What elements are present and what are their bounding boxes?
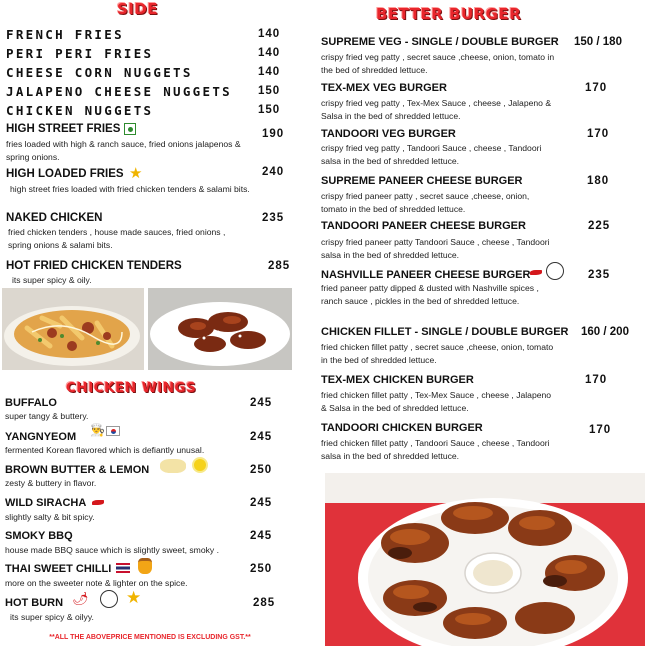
side-item-name: FRENCH FRIES (6, 27, 124, 42)
side-item-price: 235 (262, 212, 285, 224)
burger-desc: crispy fried veg patty , secret sauce ,cheese, onion, tomato in the bed of shredded lettuce. (321, 52, 555, 75)
chilli-icon (92, 500, 104, 505)
side-item-name: CHEESE CORN NUGGETS (6, 65, 193, 80)
burger-desc: fried chicken fillet patty , Tandoori Sauce , cheese , Tandoori salsa in the bed of shredded lettuce. (321, 438, 550, 461)
gst-note: **ALL THE ABOVEPRICE MENTIONED IS EXCLUDING GST.** (49, 634, 251, 641)
burger-desc: crispy fried paneer patty Tandoori Sauce , cheese , Tandoori salsa in the bed of shredded lettuce. (321, 237, 550, 260)
better-burger-heading: BETTER BURGER (376, 5, 522, 23)
side-item-price: 285 (268, 260, 291, 272)
wing-price: 250 (250, 563, 273, 575)
burger-desc: fried paneer patty dipped & dusted with Nashville spices , ranch sauce , pickles in the bed of shredded lettuce. (321, 283, 539, 306)
chef-face-icon (546, 262, 564, 280)
side-item-price: 240 (262, 166, 285, 178)
burger-name: CHICKEN FILLET - SINGLE / DOUBLE BURGER (321, 326, 569, 338)
wing-name: BUFFALO (5, 397, 57, 409)
burger-name: TEX-MEX CHICKEN BURGER (321, 374, 474, 386)
chilli-peppers-icon: 🌶 (72, 592, 89, 607)
wing-price: 245 (250, 497, 273, 509)
wing-desc: more on the sweeter note & lighter on the spice. (5, 578, 188, 588)
naked-chicken-image (148, 288, 292, 370)
side-item-desc: its super spicy & oily. (12, 275, 92, 285)
wing-desc: fermented Korean flavored which is defiantly unusal. (5, 445, 205, 455)
chilli-icon (530, 270, 542, 275)
burger-price: 170 (585, 82, 608, 94)
wing-price: 245 (250, 530, 273, 542)
wing-price: 285 (253, 597, 276, 609)
burger-name: SUPREME VEG - SINGLE / DOUBLE BURGER (321, 36, 559, 48)
side-item-name: HIGH LOADED FRIES (6, 168, 124, 180)
burger-desc: crispy fried veg patty , Tex-Mex Sauce , cheese , Jalapeno & Salsa in the bed of shredded lettuce. (321, 98, 552, 121)
butter-icon (160, 459, 186, 473)
burger-desc: fried chicken fillet patty , Tex-Mex Sauce , cheese , Jalapeno & Salsa in the bed of shredded lettuce. (321, 390, 552, 413)
wing-name: HOT BURN (5, 597, 64, 609)
veg-mark-icon (124, 123, 136, 135)
side-item-price: 140 (258, 47, 281, 59)
side-item-name: HIGH STREET FRIES (6, 123, 121, 135)
wing-name: YANGNYEOM (5, 431, 77, 443)
burger-price: 225 (588, 220, 611, 232)
burger-name: TEX-MEX VEG BURGER (321, 82, 447, 94)
wing-name: THAI SWEET CHILLI (5, 563, 112, 575)
side-item-name: JALAPENO CHEESE NUGGETS (6, 84, 232, 99)
chicken-wings-heading: CHICKEN WINGS (66, 380, 197, 396)
wing-desc: super tangy & buttery. (5, 411, 89, 421)
side-heading: SIDE (117, 0, 159, 18)
loaded-fries-image (2, 288, 144, 370)
wing-name: BROWN BUTTER & LEMON (5, 464, 150, 476)
side-item-desc: fries loaded with high & ranch sauce, fried onions jalapenos & spring onions. (6, 139, 241, 162)
burger-name: NASHVILLE PANEER CHEESE BURGER (321, 269, 531, 281)
side-item-price: 150 (258, 85, 281, 97)
wing-name: SMOKY BBQ (5, 530, 73, 542)
wing-desc: zesty & buttery in flavor. (5, 478, 97, 488)
burger-name: TANDOORI CHICKEN BURGER (321, 422, 483, 434)
burger-name: TANDOORI VEG BURGER (321, 128, 456, 140)
burger-price: 170 (587, 128, 610, 140)
burger-desc: crispy fried paneer patty , secret sauce ,cheese, onion, tomato in the bed of shredded lettuce. (321, 191, 530, 214)
side-item-desc: high street fries loaded with fried chicken tenders & salami bits. (10, 184, 250, 194)
thailand-flag-icon (116, 563, 130, 573)
wing-desc: house made BBQ sauce which is slightly sweet, smoky . (5, 545, 219, 555)
lemon-icon (192, 457, 208, 473)
wings-platter-photo (325, 473, 645, 646)
side-item-price: 140 (258, 66, 281, 78)
wing-price: 245 (250, 431, 273, 443)
korea-flag-icon (106, 426, 120, 436)
chef-icon: 👨‍🍳 (90, 423, 105, 437)
side-item-price: 190 (262, 128, 285, 140)
burger-desc: fried chicken fillet patty , secret sauce ,cheese, onion, tomato in the bed of shredded lettuce. (321, 342, 554, 365)
wing-desc: slightly salty & bit spicy. (5, 512, 95, 522)
burger-price: 170 (585, 374, 608, 386)
burger-price: 150 / 180 (574, 36, 622, 48)
burger-name: SUPREME PANEER CHEESE BURGER (321, 175, 523, 187)
side-item-name: HOT FRIED CHICKEN TENDERS (6, 260, 182, 272)
side-item-price: 150 (258, 104, 281, 116)
wing-price: 250 (250, 464, 273, 476)
loaded-fries-photo (2, 288, 144, 370)
honey-jar-icon (138, 558, 152, 574)
burger-price: 180 (587, 175, 610, 187)
naked-chicken-photo (148, 288, 292, 370)
chef-face-icon (100, 590, 118, 608)
burger-name: TANDOORI PANEER CHEESE BURGER (321, 220, 526, 232)
star-icon: ★ (129, 164, 143, 182)
burger-price: 170 (589, 424, 612, 436)
side-item-name: PERI PERI FRIES (6, 46, 154, 61)
wing-name: WILD SIRACHA (5, 497, 87, 509)
wing-desc: its super spicy & oilyy. (10, 612, 94, 622)
side-item-desc: fried chicken tenders , house made sauces, fried onions , spring onions & salami bits. (8, 227, 226, 250)
wings-platter-image (325, 473, 645, 646)
burger-price: 235 (588, 269, 611, 281)
side-item-name: NAKED CHICKEN (6, 212, 103, 224)
burger-desc: crispy fried veg patty , Tandoori Sauce , cheese , Tandoori salsa in the bed of shredded lettuce. (321, 143, 542, 166)
side-item-name: CHICKEN NUGGETS (6, 103, 154, 118)
star-icon: ★ (126, 588, 142, 608)
wing-price: 245 (250, 397, 273, 409)
side-item-price: 140 (258, 28, 281, 40)
burger-price: 160 / 200 (581, 326, 629, 338)
